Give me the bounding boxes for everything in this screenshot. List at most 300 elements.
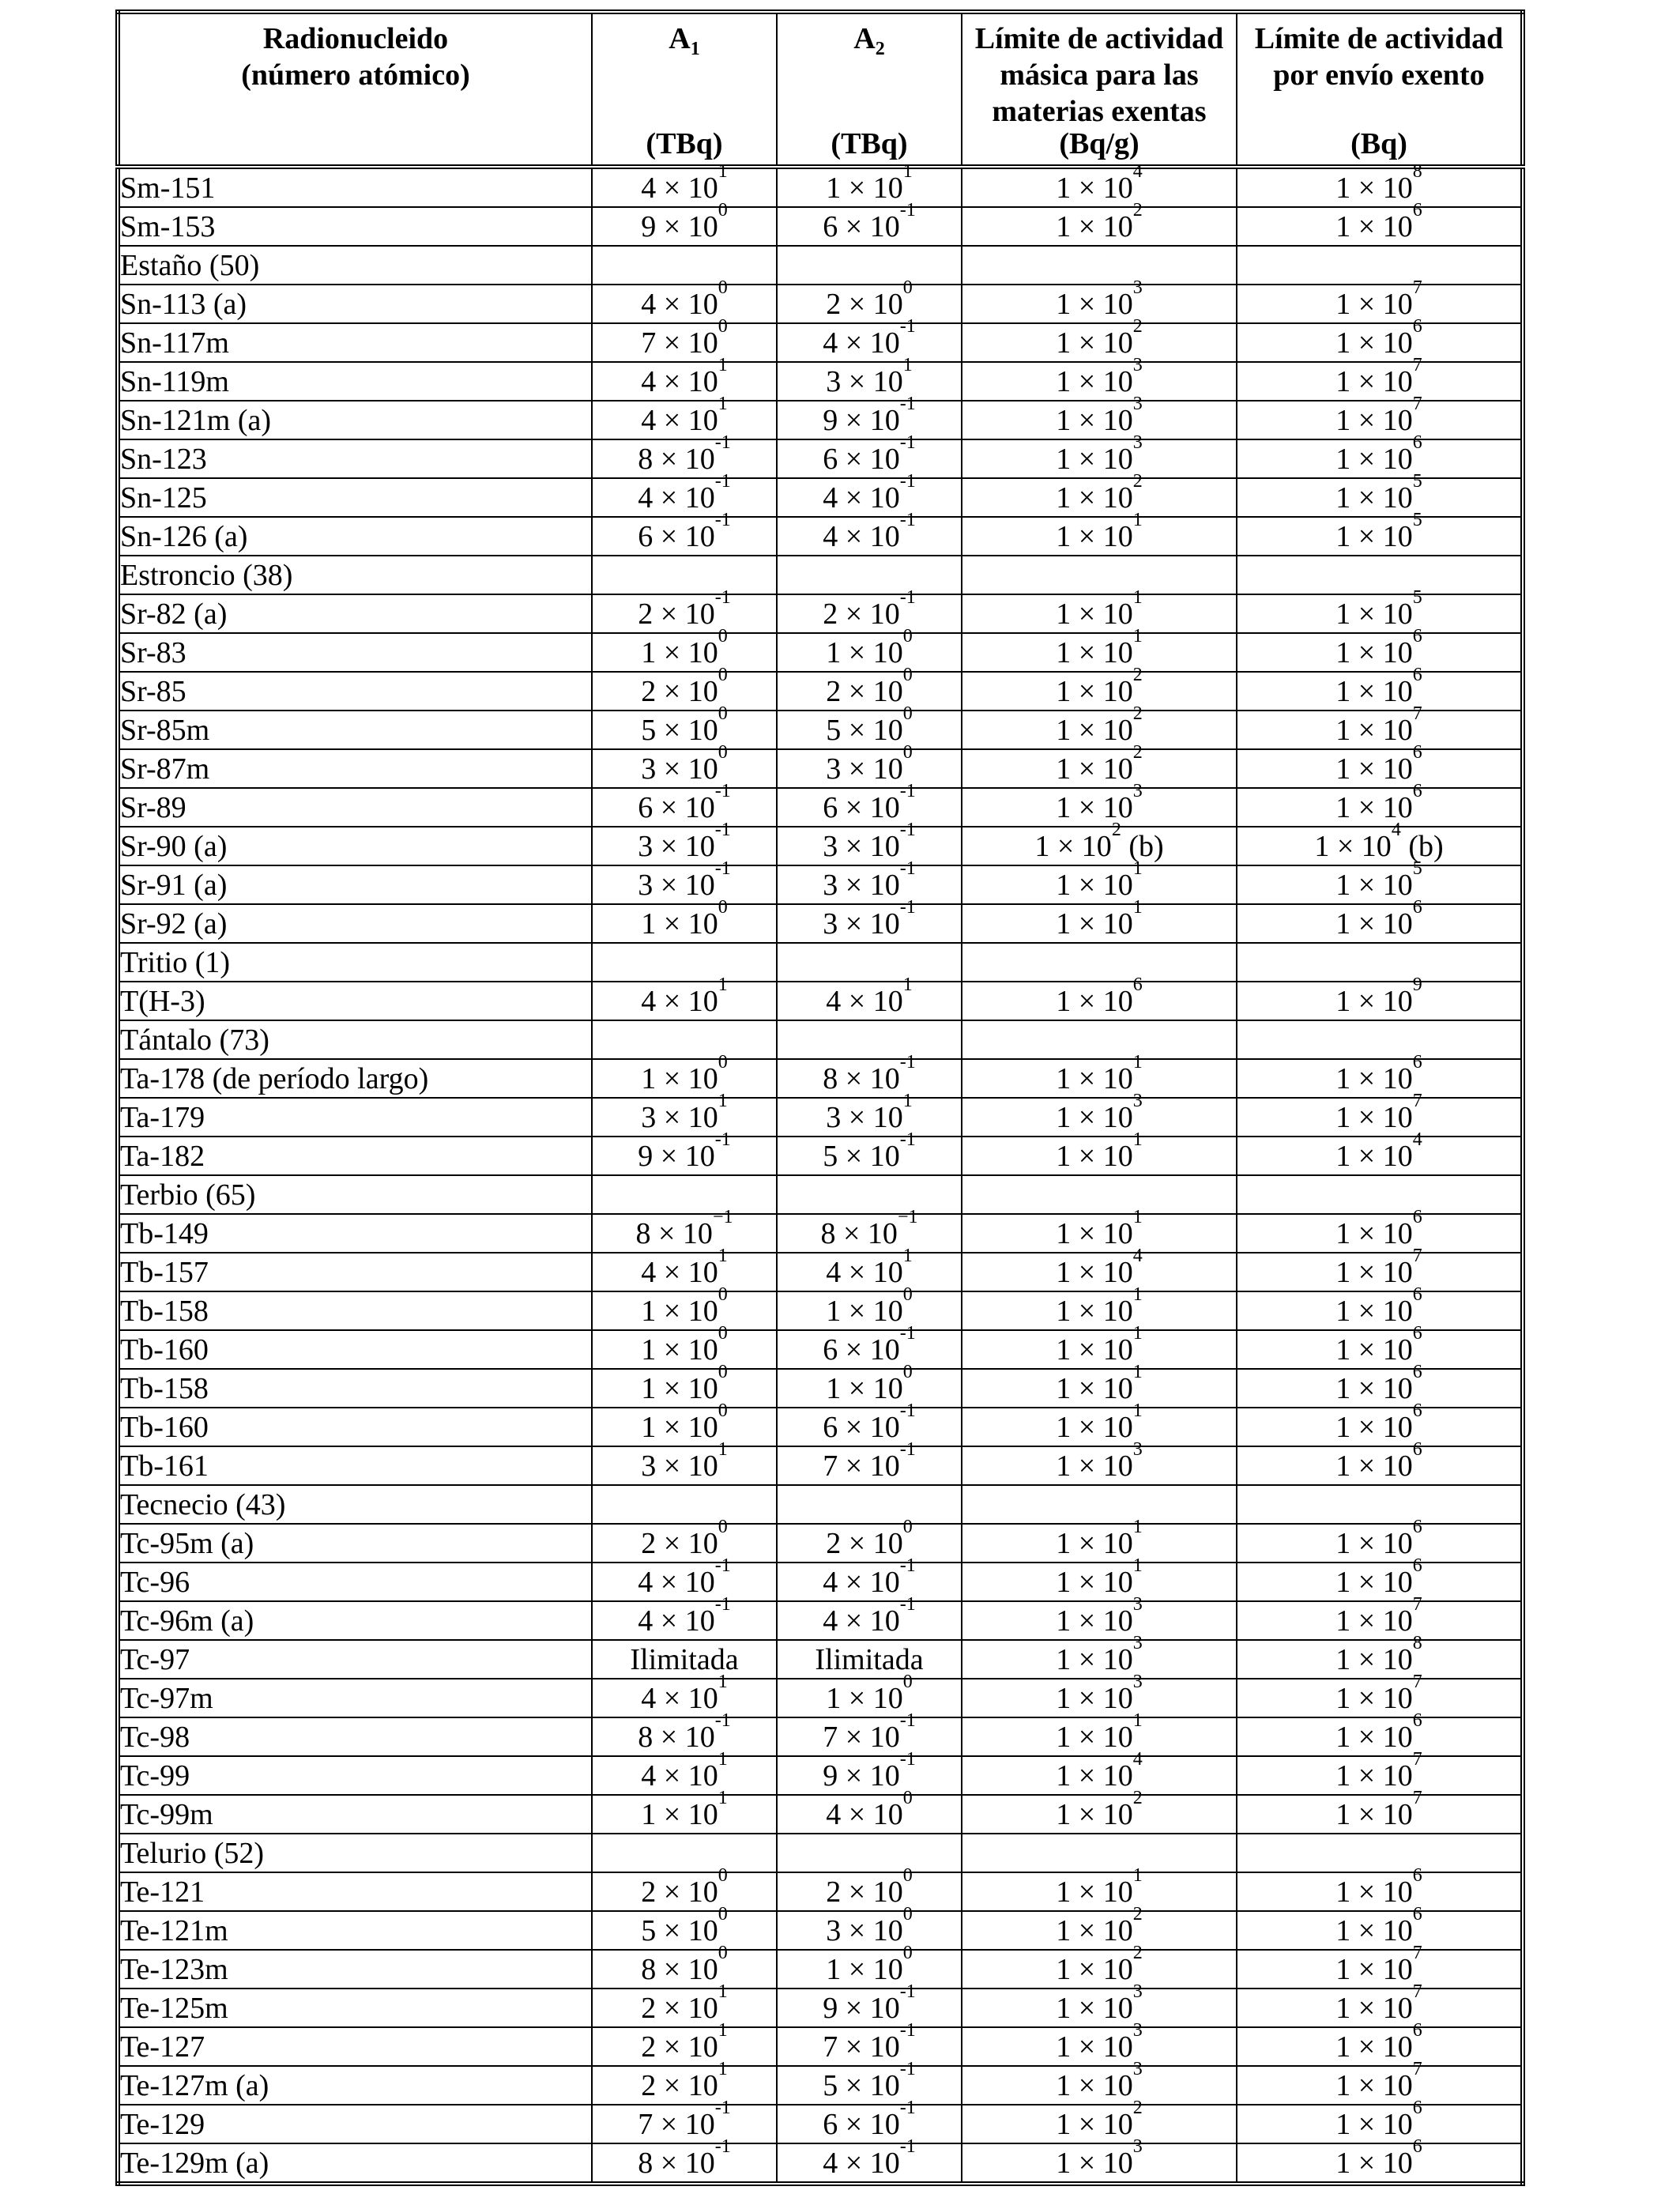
exponent: 0 (902, 703, 913, 724)
cell-ship (1237, 1834, 1523, 1872)
exponent: 6 (1412, 1864, 1422, 1886)
cell-ship (1237, 1175, 1523, 1214)
radionuclide-name: Tb-160 (118, 1408, 592, 1446)
header-a1-unit: (TBq) (646, 127, 723, 160)
exponent: -1 (714, 1129, 731, 1150)
cell-mass: $1 \times 10^1$ (962, 865, 1237, 904)
cell-a2: $6 \times 10^{-1}$ (777, 439, 962, 478)
cell-a1 (592, 1485, 777, 1524)
exponent: 1 (1132, 896, 1143, 918)
cell-a2: $3 \times 10^{-1}$ (777, 904, 962, 943)
element-group-name: Terbio (65) (118, 1175, 592, 1214)
exponent: 1 (1132, 1864, 1143, 1886)
exponent: 1 (1132, 1516, 1143, 1537)
table-row (118, 749, 1523, 788)
cell-ship: $1 \times 10^6$ (1237, 1369, 1523, 1408)
exponent: 7 (1412, 354, 1422, 375)
exponent: 7 (1412, 2058, 1422, 2079)
exponent: 0 (902, 1516, 913, 1537)
cell-mass: $1 \times 10^1$ (962, 1563, 1237, 1601)
cell-ship: $1 \times 10^7$ (1237, 1253, 1523, 1291)
exponent: 0 (718, 664, 728, 685)
exponent: 1 (718, 1438, 728, 1460)
exponent: -1 (899, 470, 916, 492)
table-row (118, 1601, 1523, 1640)
cell-a2: $5 \times 10^0$ (777, 711, 962, 749)
element-group-name: Tántalo (73) (118, 1020, 592, 1059)
exponent: 2 (1132, 703, 1143, 724)
exponent: 1 (1132, 1129, 1143, 1150)
cell-a1: $2 \times 10^{-1}$ (592, 594, 777, 633)
cell-mass: $1 \times 10^1$ (962, 1291, 1237, 1330)
exponent: -1 (714, 1555, 731, 1576)
cell-a1 (592, 246, 777, 285)
cell-ship: $1 \times 10^7$ (1237, 285, 1523, 323)
cell-ship: $1 \times 10^6$ (1237, 672, 1523, 711)
cell-a1: $6 \times 10^{-1}$ (592, 517, 777, 556)
radionuclide-name: Tc-95m (a) (118, 1524, 592, 1563)
exponent: 5 (1412, 586, 1422, 608)
exponent: 1 (1132, 586, 1143, 608)
exponent: 5 (1412, 858, 1422, 879)
exponent: 6 (1412, 432, 1422, 453)
table-row (118, 1989, 1523, 2027)
header-a2-letter: A (853, 22, 876, 55)
cell-ship: $1 \times 10^6$ (1237, 2105, 1523, 2143)
exponent: 0 (718, 703, 728, 724)
table-row (118, 1369, 1523, 1408)
cell-a1 (592, 1020, 777, 1059)
cell-a2: $8 \times 10^{-1}$ (777, 1059, 962, 1098)
exponent: 0 (718, 1400, 728, 1421)
cell-ship: $1 \times 10^7$ (1237, 711, 1523, 749)
cell-a1: $1 \times 10^0$ (592, 1330, 777, 1369)
table-row (118, 1950, 1523, 1989)
cell-ship: $1 \times 10^6$ (1237, 1291, 1523, 1330)
cell-mass: $1 \times 10^3$ (962, 362, 1237, 401)
radionuclide-name: Tc-99 (118, 1756, 592, 1795)
exponent: 7 (1412, 1593, 1422, 1615)
cell-mass (962, 1834, 1237, 1872)
radionuclide-name: Tb-158 (118, 1291, 592, 1330)
exponent: -1 (714, 470, 731, 492)
cell-a2 (777, 1175, 962, 1214)
exponent: 6 (1412, 1322, 1422, 1344)
cell-a2: $9 \times 10^{-1}$ (777, 401, 962, 439)
table-row (118, 633, 1523, 672)
cell-ship: $1 \times 10^5$ (1237, 594, 1523, 633)
exponent: 2 (1132, 1787, 1143, 1808)
cell-mass: $1 \times 10^1$ (962, 594, 1237, 633)
cell-ship: $1 \times 10^6$ (1237, 1214, 1523, 1253)
exponent: 1 (718, 393, 728, 414)
table-row (118, 1330, 1523, 1369)
exponent: 4 (1132, 1748, 1143, 1770)
radionuclide-table (115, 9, 1525, 2186)
exponent: 1 (1132, 1322, 1143, 1344)
exponent: -1 (899, 1438, 916, 1460)
table-row (118, 2027, 1523, 2066)
table-row (118, 904, 1523, 943)
header-shipment-limit (1237, 12, 1523, 167)
exponent: 2 (1132, 199, 1143, 221)
exponent: 6 (1132, 974, 1143, 995)
cell-a2: $5 \times 10^{-1}$ (777, 2066, 962, 2105)
cell-a2: $4 \times 10^{-1}$ (777, 478, 962, 517)
table-row (118, 1872, 1523, 1911)
exponent: 1 (1132, 1206, 1143, 1227)
cell-mass: $1 \times 10^2$ (962, 478, 1237, 517)
cell-a2: $1 \times 10^0$ (777, 633, 962, 672)
exponent: 7 (1412, 1671, 1422, 1692)
cell-a2: $3 \times 10^1$ (777, 1098, 962, 1137)
cell-ship: $1 \times 10^5$ (1237, 865, 1523, 904)
header-mass-limit-line1: Límite de actividad (974, 22, 1224, 55)
cell-mass: $1 \times 10^2$ (962, 1795, 1237, 1834)
header-a2-unit: (TBq) (831, 127, 908, 160)
header-radionuclide-line1: Radionucleido (262, 22, 449, 55)
cell-mass: $1 \times 10^3$ (962, 1640, 1237, 1679)
cell-mass: $1 \times 10^3$ (962, 2143, 1237, 2184)
radionuclide-name: Tb-161 (118, 1446, 592, 1485)
cell-a1: $4 \times 10^{-1}$ (592, 478, 777, 517)
cell-a1: $7 \times 10^0$ (592, 323, 777, 362)
cell-a2: $1 \times 10^1$ (777, 167, 962, 207)
exponent: 1 (1132, 1400, 1143, 1421)
exponent: -1 (899, 1555, 916, 1576)
table-row (118, 2143, 1523, 2184)
header-row (118, 12, 1523, 167)
cell-mass: $1 \times 10^1$ (962, 904, 1237, 943)
radionuclide-name: Sr-92 (a) (118, 904, 592, 943)
exponent: -1 (899, 858, 916, 879)
exponent: -1 (899, 896, 916, 918)
exponent: 3 (1132, 354, 1143, 375)
element-group-row (118, 246, 1523, 285)
element-group-row (118, 943, 1523, 982)
cell-a1: $4 \times 10^1$ (592, 167, 777, 207)
radionuclide-name: Sn-125 (118, 478, 592, 517)
cell-a1 (592, 556, 777, 594)
exponent: 3 (1132, 2136, 1143, 2157)
radionuclide-name: Te-127 (118, 2027, 592, 2066)
header-a2-subscript: 2 (875, 39, 885, 59)
exponent: 5 (1412, 470, 1422, 492)
cell-a2: $7 \times 10^{-1}$ (777, 1446, 962, 1485)
exponent: 0 (718, 315, 728, 337)
cell-ship: $1 \times 10^7$ (1237, 401, 1523, 439)
exponent: 3 (1132, 1090, 1143, 1111)
cell-a2: $2 \times 10^0$ (777, 1872, 962, 1911)
header-mass-limit (962, 12, 1237, 167)
exponent: 7 (1412, 703, 1422, 724)
exponent: 0 (902, 1864, 913, 1886)
cell-mass (962, 556, 1237, 594)
cell-mass: $1 \times 10^1$ (962, 1369, 1237, 1408)
table-row (118, 1795, 1523, 1834)
exponent: 0 (902, 1671, 913, 1692)
cell-ship: $1 \times 10^6$ (1237, 2027, 1523, 2066)
exponent: 7 (1412, 277, 1422, 298)
cell-mass: $1 \times 10^2$ (962, 1911, 1237, 1950)
exponent: -1 (714, 858, 731, 879)
exponent: -1 (714, 780, 731, 801)
cell-mass: $1 \times 10^2$ (962, 2105, 1237, 2143)
cell-a2: $9 \times 10^{-1}$ (777, 1989, 962, 2027)
exponent: -1 (714, 1710, 731, 1731)
cell-mass (962, 1175, 1237, 1214)
header-mass-limit-line3: materias exentas (992, 95, 1207, 128)
table-row (118, 1408, 1523, 1446)
cell-ship (1237, 556, 1523, 594)
cell-a2: $1 \times 10^0$ (777, 1950, 962, 1989)
table-row (118, 982, 1523, 1020)
exponent: −1 (897, 1206, 918, 1227)
radionuclide-name: Sn-117m (118, 323, 592, 362)
header-mass-limit-unit: (Bq/g) (1059, 127, 1139, 160)
radionuclide-name: Sn-119m (118, 362, 592, 401)
cell-a1: $9 \times 10^0$ (592, 207, 777, 246)
cell-a2: $4 \times 10^{-1}$ (777, 323, 962, 362)
cell-a2 (777, 246, 962, 285)
cell-ship: $1 \times 10^7$ (1237, 1679, 1523, 1717)
exponent: 1 (718, 1748, 728, 1770)
cell-ship: $1 \times 10^6$ (1237, 749, 1523, 788)
element-group-row (118, 556, 1523, 594)
cell-ship: $1 \times 10^6$ (1237, 323, 1523, 362)
exponent: 1 (718, 160, 728, 182)
radionuclide-name: Sn-123 (118, 439, 592, 478)
cell-ship: $1 \times 10^6$ (1237, 1872, 1523, 1911)
exponent: -1 (899, 2097, 916, 2118)
exponent: 6 (1412, 2019, 1422, 2041)
radionuclide-name: Te-125m (118, 1989, 592, 2027)
table-row (118, 672, 1523, 711)
cell-ship: $1 \times 10^6$ (1237, 1408, 1523, 1446)
table-row (118, 1098, 1523, 1137)
table-row (118, 1214, 1523, 1253)
exponent: 0 (718, 1361, 728, 1382)
table-row (118, 865, 1523, 904)
cell-mass: $1 \times 10^4$ (962, 1756, 1237, 1795)
cell-mass: $1 \times 10^2$ (962, 672, 1237, 711)
cell-mass: $1 \times 10^2$ (962, 1950, 1237, 1989)
cell-mass: $1 \times 10^1$ (962, 1214, 1237, 1253)
exponent: 0 (902, 1903, 913, 1924)
table-row (118, 323, 1523, 362)
radionuclide-name: Te-121m (118, 1911, 592, 1950)
exponent: 0 (718, 1903, 728, 1924)
exponent: -1 (714, 586, 731, 608)
exponent: -1 (899, 1748, 916, 1770)
exponent: 1 (1132, 1555, 1143, 1576)
cell-a2: $1 \times 10^0$ (777, 1369, 962, 1408)
exponent: −1 (712, 1206, 733, 1227)
table-row (118, 401, 1523, 439)
cell-mass: $1 \times 10^1$ (962, 1717, 1237, 1756)
exponent: 1 (1132, 625, 1143, 647)
exponent: -1 (899, 509, 916, 530)
cell-ship: $1 \times 10^7$ (1237, 1795, 1523, 1834)
radionuclide-name: Sn-121m (a) (118, 401, 592, 439)
exponent: -1 (899, 199, 916, 221)
table-row (118, 711, 1523, 749)
cell-a2: $4 \times 10^0$ (777, 1795, 962, 1834)
cell-ship: $1 \times 10^6$ (1237, 1524, 1523, 1563)
cell-a1: $1 \times 10^0$ (592, 1408, 777, 1446)
exponent: 6 (1412, 1438, 1422, 1460)
cell-a1: $2 \times 10^1$ (592, 1989, 777, 2027)
cell-a1 (592, 943, 777, 982)
exponent: 3 (1132, 1632, 1143, 1653)
exponent: -1 (899, 1322, 916, 1344)
exponent: 0 (718, 896, 728, 918)
cell-a1: $3 \times 10^{-1}$ (592, 865, 777, 904)
exponent: 4 (1132, 160, 1143, 182)
cell-a1: $8 \times 10^0$ (592, 1950, 777, 1989)
cell-a2 (777, 943, 962, 982)
cell-a1: $5 \times 10^0$ (592, 711, 777, 749)
exponent: 3 (1132, 1671, 1143, 1692)
exponent: -1 (899, 1981, 916, 2002)
cell-ship: $1 \times 10^7$ (1237, 1756, 1523, 1795)
exponent: 6 (1412, 896, 1422, 918)
exponent: 8 (1412, 1632, 1422, 1653)
radionuclide-name: Te-129m (a) (118, 2143, 592, 2184)
header-a1 (592, 12, 777, 167)
exponent: 6 (1412, 1051, 1422, 1072)
cell-a1: $2 \times 10^1$ (592, 2027, 777, 2066)
exponent: 6 (1412, 1903, 1422, 1924)
exponent: 7 (1412, 1090, 1422, 1111)
cell-ship: $1 \times 10^6$ (1237, 1911, 1523, 1950)
radionuclide-name: Ta-182 (118, 1137, 592, 1175)
radionuclide-name: Sr-89 (118, 788, 592, 827)
cell-a2: $6 \times 10^{-1}$ (777, 788, 962, 827)
cell-ship: $1 \times 10^4$ (b) (1237, 827, 1523, 865)
table-row (118, 517, 1523, 556)
element-group-name: Telurio (52) (118, 1834, 592, 1872)
exponent: 0 (718, 199, 728, 221)
exponent: 6 (1412, 1555, 1422, 1576)
exponent: 0 (718, 1322, 728, 1344)
table-row (118, 1717, 1523, 1756)
cell-a1: $6 \times 10^{-1}$ (592, 788, 777, 827)
table-row (118, 362, 1523, 401)
cell-ship (1237, 1020, 1523, 1059)
exponent: -1 (899, 2058, 916, 2079)
cell-mass: $1 \times 10^3$ (962, 2066, 1237, 2105)
table-row (118, 167, 1523, 207)
radionuclide-name: Tb-158 (118, 1369, 592, 1408)
exponent: -1 (899, 432, 916, 453)
radionuclide-name: Sr-91 (a) (118, 865, 592, 904)
radionuclide-name: Sm-153 (118, 207, 592, 246)
exponent: 3 (1132, 2058, 1143, 2079)
exponent: 0 (902, 1787, 913, 1808)
table-row (118, 439, 1523, 478)
exponent: 7 (1412, 1942, 1422, 1963)
exponent: 6 (1412, 2097, 1422, 2118)
exponent: 6 (1412, 1516, 1422, 1537)
radionuclide-name: Ta-178 (de período largo) (118, 1059, 592, 1098)
element-group-name: Estroncio (38) (118, 556, 592, 594)
table-row (118, 2105, 1523, 2143)
exponent: 1 (902, 1090, 913, 1111)
exponent: 3 (1132, 2019, 1143, 2041)
cell-mass: $1 \times 10^3$ (962, 1446, 1237, 1485)
cell-a1: Ilimitada (592, 1640, 777, 1679)
exponent: 0 (902, 664, 913, 685)
radionuclide-name: Tb-157 (118, 1253, 592, 1291)
exponent: 1 (902, 354, 913, 375)
cell-mass: $1 \times 10^1$ (962, 1524, 1237, 1563)
exponent: 3 (1132, 1593, 1143, 1615)
exponent: -1 (899, 2019, 916, 2041)
element-group-name: Estaño (50) (118, 246, 592, 285)
exponent: -1 (714, 509, 731, 530)
exponent: 0 (902, 1284, 913, 1305)
cell-mass (962, 246, 1237, 285)
cell-a1: $8 \times 10^{-1}$ (592, 1717, 777, 1756)
cell-a1: $1 \times 10^0$ (592, 1291, 777, 1330)
radionuclide-name: Tc-98 (118, 1717, 592, 1756)
exponent: 1 (1132, 1710, 1143, 1731)
exponent: 0 (902, 1361, 913, 1382)
cell-a2: $3 \times 10^0$ (777, 1911, 962, 1950)
exponent: 0 (718, 625, 728, 647)
cell-ship: $1 \times 10^7$ (1237, 362, 1523, 401)
radionuclide-name: Tb-160 (118, 1330, 592, 1369)
exponent: 6 (1412, 1284, 1422, 1305)
cell-a1: $4 \times 10^1$ (592, 1756, 777, 1795)
exponent: 4 (1412, 1129, 1422, 1150)
exponent: 6 (1412, 664, 1422, 685)
cell-mass: $1 \times 10^3$ (962, 1989, 1237, 2027)
cell-mass: $1 \times 10^1$ (962, 517, 1237, 556)
exponent: -1 (714, 2136, 731, 2157)
exponent: 0 (718, 1284, 728, 1305)
cell-ship: $1 \times 10^7$ (1237, 1601, 1523, 1640)
radionuclide-name: Te-123m (118, 1950, 592, 1989)
exponent: 1 (1132, 858, 1143, 879)
exponent: 1 (902, 974, 913, 995)
exponent: -1 (899, 1593, 916, 1615)
cell-mass: $1 \times 10^3$ (962, 1601, 1237, 1640)
cell-ship: $1 \times 10^9$ (1237, 982, 1523, 1020)
exponent: 1 (718, 354, 728, 375)
cell-ship: $1 \times 10^6$ (1237, 1563, 1523, 1601)
exponent: 6 (1412, 1206, 1422, 1227)
exponent: -1 (899, 315, 916, 337)
header-shipment-limit-line2: por envío exento (1273, 58, 1485, 92)
cell-a1: $4 \times 10^{-1}$ (592, 1563, 777, 1601)
cell-a1 (592, 1834, 777, 1872)
cell-mass: $1 \times 10^1$ (962, 1330, 1237, 1369)
header-shipment-limit-line1: Límite de actividad (1254, 22, 1504, 55)
exponent: 0 (902, 741, 913, 763)
exponent: 6 (1412, 2136, 1422, 2157)
cell-ship: $1 \times 10^6$ (1237, 1717, 1523, 1756)
cell-ship: $1 \times 10^5$ (1237, 517, 1523, 556)
radionuclide-name: Te-129 (118, 2105, 592, 2143)
cell-a2: $8 \times 10^{-1}$ (777, 1214, 962, 1253)
cell-ship: $1 \times 10^8$ (1237, 167, 1523, 207)
exponent: -1 (899, 780, 916, 801)
exponent: 2 (1132, 315, 1143, 337)
cell-a1: $8 \times 10^{-1}$ (592, 439, 777, 478)
exponent: 6 (1412, 625, 1422, 647)
